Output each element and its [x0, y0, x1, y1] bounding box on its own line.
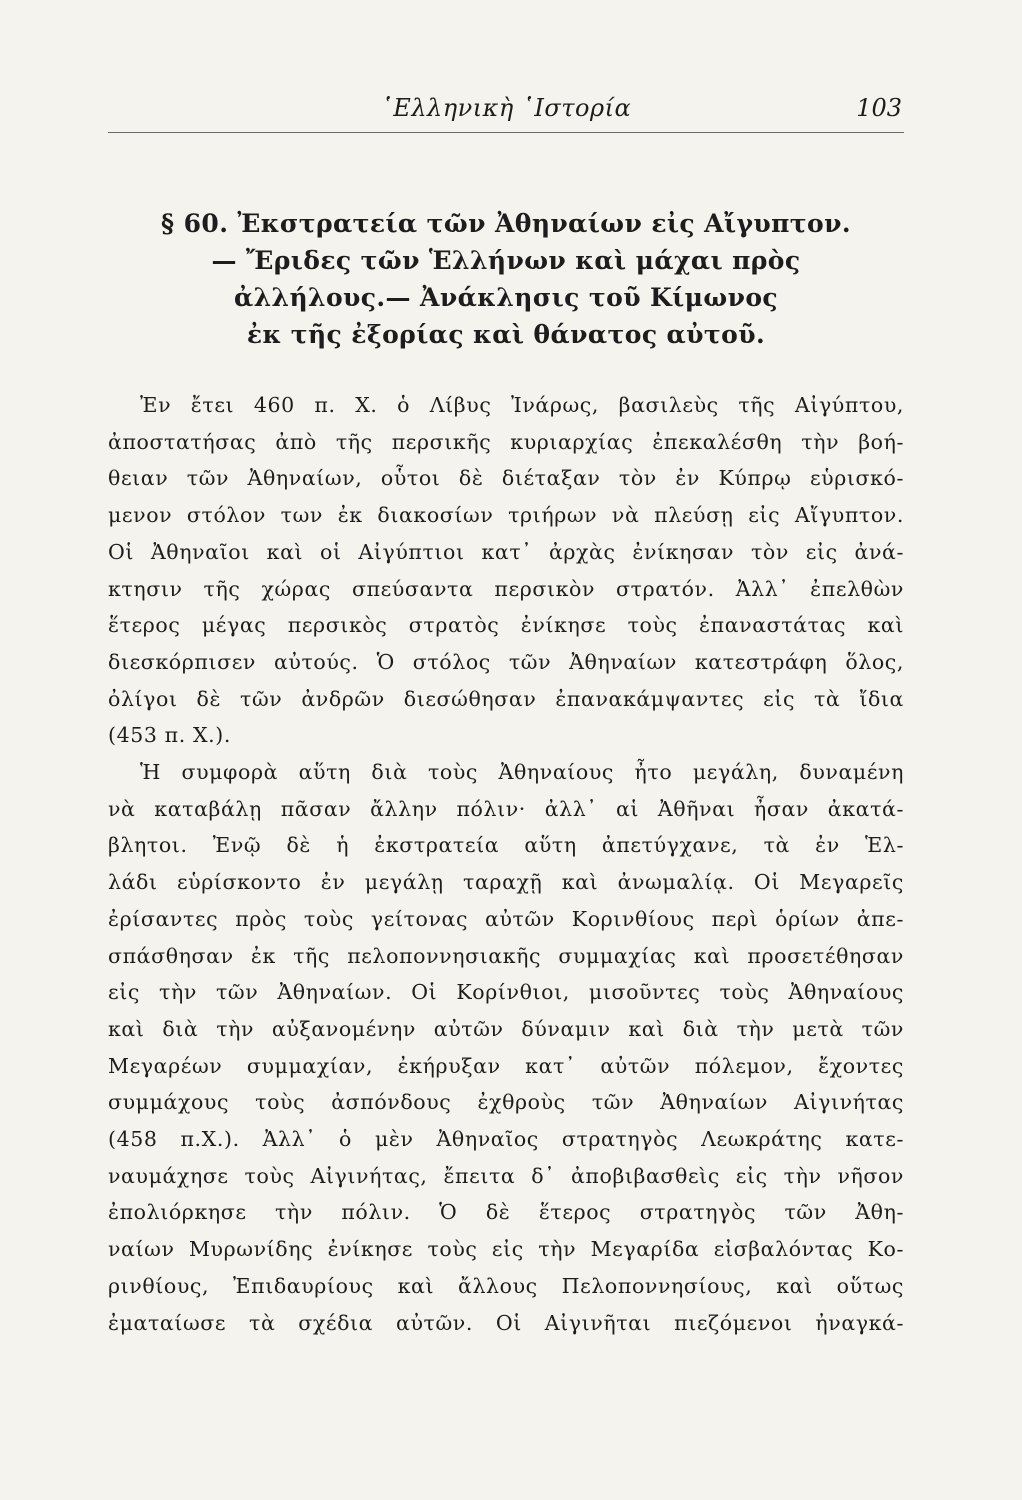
text-line: ναυμάχησε τοὺς Αἰγινήτας, ἔπειτα δ᾽ ἀποβιβασθεὶς εἰς τὴν νῆσον: [108, 1163, 904, 1188]
text-line: ἐπολιόρκησε τὴν πόλιν. Ὁ δὲ ἕτερος στρατηγὸς τῶν Ἀθη-: [108, 1200, 904, 1225]
text-line: διεσκόρπισεν αὐτούς. Ὁ στόλος τῶν Ἀθηναίων κατεστράφη ὅλος,: [108, 649, 904, 674]
running-title: ῾Ελληνικὴ ῾Ιστορία: [380, 94, 632, 122]
text-line: Ἡ συμφορὰ αὕτη διὰ τοὺς Ἀθηναίους ἦτο μεγάλη, δυναμένη: [140, 760, 904, 785]
page-number: 103: [856, 94, 902, 122]
heading-line: — Ἔριδες τῶν Ἑλλήνων καὶ μάχαι πρὸς: [211, 246, 801, 275]
text-line: μενον στόλον των ἐκ διακοσίων τριήρων νὰ πλεύσῃ εἰς Αἴγυπτον.: [108, 503, 904, 528]
text-line: λάδι εὑρίσκοντο ἐν μεγάλῃ ταραχῇ καὶ ἀνωμαλίᾳ. Οἱ Μεγαρεῖς: [108, 870, 904, 895]
section-heading: [108, 205, 904, 353]
text-line: συμμάχους τοὺς ἀσπόνδους ἐχθροὺς τῶν Ἀθηναίων Αἰγινήτας: [108, 1090, 904, 1115]
text-line: ρινθίους, Ἐπιδαυρίους καὶ ἄλλους Πελοποννησίους, καὶ οὕτως: [108, 1273, 904, 1298]
text-line: κτησιν τῆς χώρας σπεύσαντα περσικὸν στρατόν. Ἀλλ᾽ ἐπελθὼν: [108, 576, 904, 601]
text-line: ἕτερος μέγας περσικὸς στρατὸς ἐνίκησε τοὺς ἐπαναστάτας καὶ: [108, 613, 904, 638]
text-line: (453 π. Χ.).: [108, 723, 231, 748]
text-line: καὶ διὰ τὴν αὐξανομένην αὐτῶν δύναμιν καὶ διὰ τὴν μετὰ τῶν: [108, 1016, 904, 1041]
running-head: [108, 92, 904, 133]
text-line: Οἱ Ἀθηναῖοι καὶ οἱ Αἰγύπτιοι κατ᾽ ἀρχὰς ἐνίκησαν τὸν εἰς ἀνά-: [108, 539, 904, 564]
text-line: ἐρίσαντες πρὸς τοὺς γείτονας αὐτῶν Κορινθίους περὶ ὁρίων ἀπε-: [108, 906, 904, 931]
text-line: Ἐν ἔτει 460 π. Χ. ὁ Λίβυς Ἰνάρως, βασιλεὺς τῆς Αἰγύπτου,: [140, 393, 904, 417]
text-line: ἀποστατήσας ἀπὸ τῆς περσικῆς κυριαρχίας ἐπεκαλέσθη τὴν βοή-: [108, 429, 904, 454]
text-line: ὀλίγοι δὲ τῶν ἀνδρῶν διεσώθησαν ἐπανακάμψαντες εἰς τὰ ἴδια: [108, 686, 904, 711]
text-line: θειαν τῶν Ἀθηναίων, οὗτοι δὲ διέταξαν τὸν ἐν Κύπρῳ εὑρισκό-: [108, 466, 904, 491]
text-line: εἰς τὴν τῶν Ἀθηναίων. Οἱ Κορίνθιοι, μισοῦντες τοὺς Ἀθηναίους: [108, 980, 904, 1005]
body-text: [108, 387, 904, 1341]
text-line: ἐματαίωσε τὰ σχέδια αὐτῶν. Οἱ Αἰγινῆται πιεζόμενοι ἠναγκά-: [108, 1310, 904, 1335]
heading-line: ἐκ τῆς ἐξορίας καὶ θάνατος αὐτοῦ.: [246, 320, 766, 349]
text-line: σπάσθησαν ἐκ τῆς πελοποννησιακῆς συμμαχίας καὶ προσετέθησαν: [108, 943, 904, 968]
text-line: νὰ καταβάλῃ πᾶσαν ἄλλην πόλιν· ἀλλ᾽ αἱ Ἀθῆναι ἦσαν ἀκατά-: [108, 796, 904, 821]
text-line: βλητοι. Ἐνῷ δὲ ἡ ἐκστρατεία αὕτη ἀπετύγχανε, τὰ ἐν Ἑλ-: [108, 833, 904, 858]
heading-line: ἀλλήλους.— Ἀνάκλησις τοῦ Κίμωνος: [233, 283, 779, 312]
text-line: ναίων Μυρωνίδης ἐνίκησε τοὺς εἰς τὴν Μεγαρίδα εἰσβαλόντας Κο-: [108, 1237, 904, 1262]
heading-line: § 60. Ἐκστρατεία τῶν Ἀθηναίων εἰς Αἴγυπτον.: [161, 209, 851, 238]
text-line: Μεγαρέων συμμαχίαν, ἐκήρυξαν κατ᾽ αὐτῶν πόλεμον, ἔχοντες: [108, 1053, 904, 1078]
text-line: (458 π.Χ.). Ἀλλ᾽ ὁ μὲν Ἀθηναῖος στρατηγὸς Λεωκράτης κατε-: [108, 1127, 904, 1152]
